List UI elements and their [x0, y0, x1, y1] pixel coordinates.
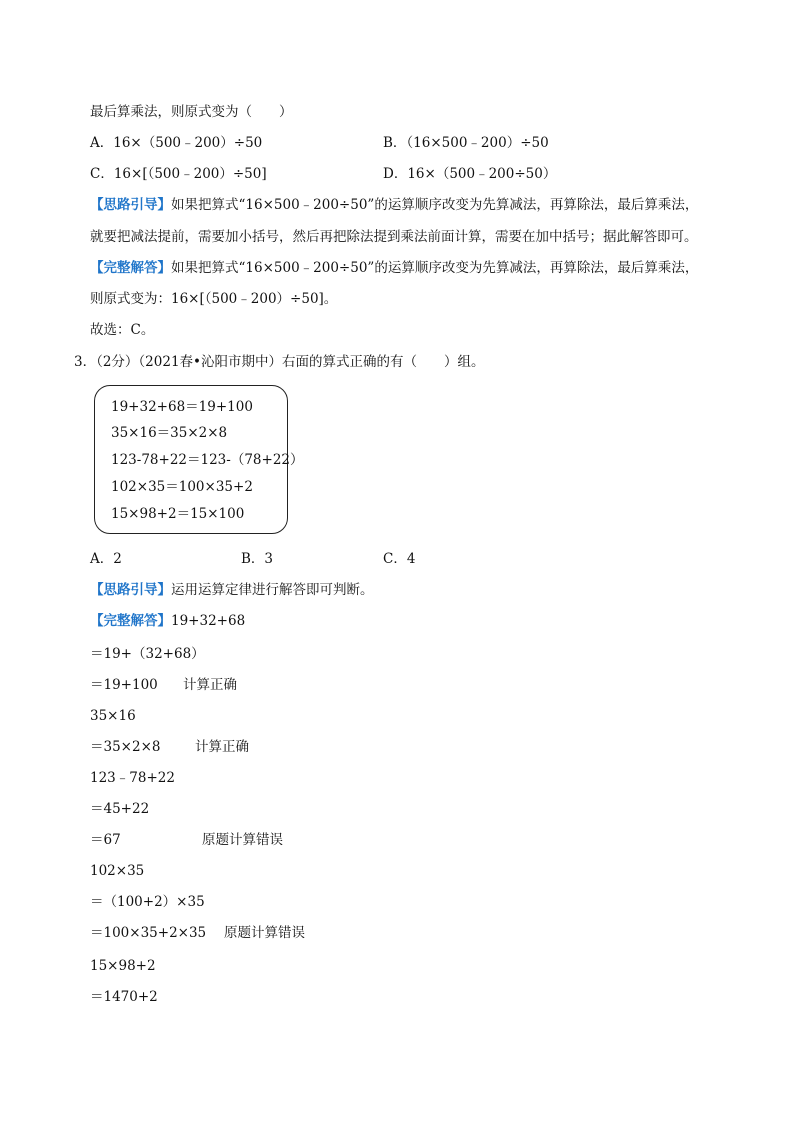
q3-note-wrong-2: 原题计算错误: [224, 925, 305, 941]
q3-solution-step-13: ＝1470+2: [90, 989, 158, 1005]
q3-box-equation-5: 15×98+2＝15×100: [111, 506, 245, 522]
q3-solution-step-3: ＝19+100: [90, 677, 158, 693]
q3-solution-step-6: 123﹣78+22: [90, 770, 175, 786]
q3-hint-tag: 【思路引导】: [90, 582, 171, 598]
q3-solution-step-12: 15×98+2: [90, 958, 156, 974]
q3-option-a: A．2: [90, 551, 122, 567]
q3-note-wrong-1: 原题计算错误: [202, 832, 283, 848]
q2-choice: 故选：C。: [90, 322, 155, 338]
q3-option-b: B．3: [241, 551, 274, 567]
q3-solution-step-5: ＝35×2×8: [90, 739, 161, 755]
q2-stem-tail: 最后算乘法，则原式变为（ ）: [90, 104, 293, 120]
q3-hint-text: 运用运算定律进行解答即可判断。: [171, 582, 374, 598]
q2-answer-line1: [90, 259, 698, 277]
q3-solution-step-10: ＝（100+2）×35: [90, 894, 205, 910]
q3-solution-step-7: ＝45+22: [90, 801, 150, 817]
q3-answer-line: [90, 612, 245, 630]
q3-solution-step-9: 102×35: [90, 863, 145, 879]
q2-answer-text1: 如果把算式“16×500﹣200÷50”的运算顺序改变为先算减法，再算除法，最后算乘法，: [171, 260, 699, 276]
q2-option-a: A．16×（500﹣200）÷50: [90, 135, 263, 151]
q3-solution-step-4: 35×16: [90, 708, 136, 724]
q2-hint-tag: 【思路引导】: [90, 197, 171, 213]
q2-option-d: D．16×（500﹣200÷50）: [383, 166, 557, 182]
q2-hint-line2: 就要把减法提前，需要加小括号，然后再把除法提到乘法前面计算，需要在加中括号；据此解答即可。: [90, 229, 698, 245]
q3-answer-tag: 【完整解答】: [90, 613, 171, 629]
q2-hint-line1: [90, 196, 698, 214]
q3-solution-step-8: ＝67: [90, 832, 121, 848]
q3-stem: 3．（2分）（2021春•沁阳市期中）右面的算式正确的有（ ）组。: [74, 354, 485, 370]
q3-box-equation-4: 102×35＝100×35+2: [111, 479, 253, 495]
q2-option-c: C．16×[（500﹣200）÷50]: [90, 166, 267, 182]
q3-solution-step-2: ＝19+（32+68）: [90, 646, 205, 662]
q2-hint-text1: 如果把算式“16×500﹣200÷50”的运算顺序改变为先算减法，再算除法，最后算乘法，: [171, 197, 699, 213]
q3-option-c: C．4: [383, 551, 416, 567]
q3-box-equation-3: 123-78+22＝123-（78+22）: [111, 452, 304, 468]
q3-note-correct-1: 计算正确: [183, 677, 237, 693]
q3-equation-box: [94, 385, 304, 534]
q2-option-b: B．（16×500﹣200）÷50: [383, 135, 549, 151]
q2-answer-tag: 【完整解答】: [90, 260, 171, 276]
q3-solution-step-11: ＝100×35+2×35: [90, 925, 207, 941]
q3-solution-step-1: 19+32+68: [171, 613, 246, 629]
q3-hint-line: [90, 581, 374, 599]
q3-note-correct-2: 计算正确: [195, 739, 249, 755]
q3-box-equation-2: 35×16＝35×2×8: [111, 425, 228, 441]
q2-answer-line2: 则原式变为：16×[（500﹣200）÷50]。: [90, 291, 338, 307]
q3-box-equation-1: 19+32+68＝19+100: [111, 399, 253, 415]
